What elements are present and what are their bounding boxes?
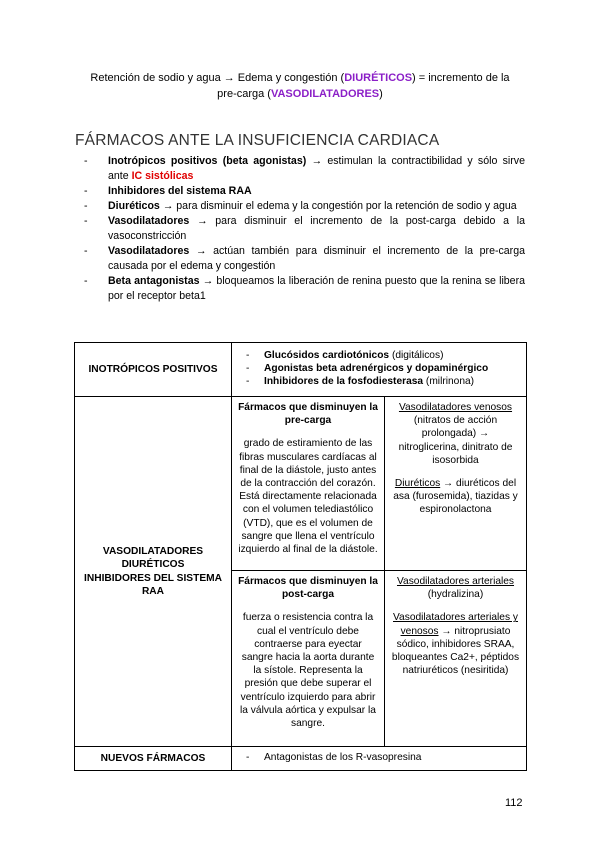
list-item-term: Inhibidores del sistema RAA — [108, 185, 252, 197]
label-line: DIURÉTICOS — [121, 559, 185, 571]
list-item — [80, 184, 525, 199]
list-item-text: → para disminuir el edema y la congestión por la retención de sodio y agua — [159, 200, 517, 212]
list-item-term: Inhibidores de la fosfodiesterasa — [264, 376, 424, 388]
ic-sistolicas-highlight: IC sistólicas — [131, 170, 194, 182]
diureticos-description: → diuréticos del asa (furosemida), tiazidas y espironolactona — [393, 478, 518, 516]
intro-text: Retención de sodio y agua → Edema y congestión ( — [90, 72, 345, 84]
postcarga-title: Fármacos que disminuyen la post-carga — [238, 576, 378, 601]
list-item — [80, 244, 525, 274]
list-item-term: Diuréticos — [108, 200, 160, 212]
table-row — [75, 397, 527, 571]
mixtos-entry — [391, 611, 520, 677]
list-item — [242, 362, 518, 375]
venosos-title: Vasodilatadores venosos — [398, 402, 513, 413]
list-item-text: → actúan también para disminuir el incremento de la pre-carga causada por el edema y congestión — [108, 245, 525, 272]
row-label-vasodilatadores — [75, 397, 232, 747]
list-item-text: → para disminuir el incremento de la post-carga debido a la vasoconstricción — [108, 215, 525, 242]
list-item-text: → bloqueamos la liberación de renina puesto que la renina se libera por el receptor beta1 — [108, 275, 525, 302]
diureticos-highlight: DIURÉTICOS — [344, 72, 413, 84]
table-row — [75, 343, 527, 397]
arteriales-title: Vasodilatadores arteriales — [396, 576, 515, 587]
nuevos-list — [242, 751, 518, 764]
postcarga-description: fuerza o resistencia contra la cual el ventrículo debe contraerse para eyectar sangre hacia la aorta durante la sístole. Representa la presión que debe superar el ventrículo izquierdo para abrir la válvula aórtica y expulsar la sangre. — [240, 612, 376, 730]
row-label-nuevos: NUEVOS FÁRMACOS — [75, 747, 232, 771]
table-row — [75, 747, 527, 771]
intro-paragraph — [80, 70, 520, 102]
list-item — [242, 375, 518, 388]
list-item — [80, 214, 525, 244]
intro-text: ) = incremento de la pre-carga ( — [217, 72, 510, 100]
precarga-description: grado de estiramiento de las fibras musculares cardíacas al final de la diástole, justo antes de la contracción del corazón. Está directamente relacionada con el volumen telediastólico (VTD), que es el volumen de sangre que llena el ventrículo izquierdo al final de la diástole. — [238, 438, 378, 556]
postcarga-cell — [232, 571, 385, 747]
list-item — [80, 154, 525, 184]
intro-text: ) — [379, 88, 383, 100]
list-item-term: Inotrópicos positivos (beta agonistas) — [108, 155, 307, 167]
list-item — [242, 349, 518, 362]
list-item-term: Agonistas beta adrenérgicos y dopaminérgico — [264, 363, 489, 375]
list-item-term: Glucósidos cardiotónicos — [264, 350, 390, 361]
diureticos-title: Diuréticos — [394, 478, 441, 490]
list-item-term: Vasodilatadores — [108, 245, 190, 257]
row-label-inotropicos: INOTRÓPICOS POSITIVOS — [75, 343, 232, 397]
inotropicos-cell — [232, 343, 527, 397]
list-item: - Antagonistas de los R-vasopresina — [242, 751, 518, 764]
precarga-title: Fármacos que disminuyen la pre-carga — [238, 402, 378, 427]
vasodilatadores-highlight: VASODILATADORES — [270, 88, 380, 100]
label-line: INHIBIDORES DEL SISTEMA RAA — [84, 572, 222, 597]
label-line: VASODILATADORES — [102, 546, 204, 558]
list-item-text: (milrinona) — [423, 376, 475, 388]
precarga-cell — [232, 397, 385, 571]
nuevos-cell — [232, 747, 527, 771]
list-item-text: → estimulan la contractibilidad y sólo sirve ante — [108, 155, 525, 182]
list-item-text: (digitálicos) — [389, 350, 444, 361]
section-heading: FÁRMACOS ANTE LA INSUFICIENCIA CARDIACA — [75, 132, 440, 149]
drug-list — [80, 154, 525, 304]
list-item — [80, 274, 525, 304]
arteriales-description: (hydralizina) — [427, 589, 484, 601]
diureticos-entry — [391, 477, 520, 517]
precarga-drugs-cell — [385, 397, 527, 571]
list-item — [80, 199, 525, 214]
inotropicos-list — [242, 349, 518, 389]
list-item-term: Vasodilatadores — [108, 215, 190, 227]
venosos-description: (nitratos de acción prolongada) → nitroglicerina, dinitrato de isosorbida — [398, 415, 513, 466]
list-item-term: Beta antagonistas — [108, 275, 200, 287]
page-number: 112 — [505, 797, 523, 809]
mixtos-title: Vasodilatadores arteriales y venosos — [393, 612, 518, 637]
postcarga-drugs-cell — [385, 571, 527, 747]
mixtos-description: → nitroprusiato sódico, inhibidores SRAA, bloqueantes Ca2+, péptidos natriuréticos (nesiritida) — [391, 625, 520, 677]
drug-table — [74, 342, 527, 771]
